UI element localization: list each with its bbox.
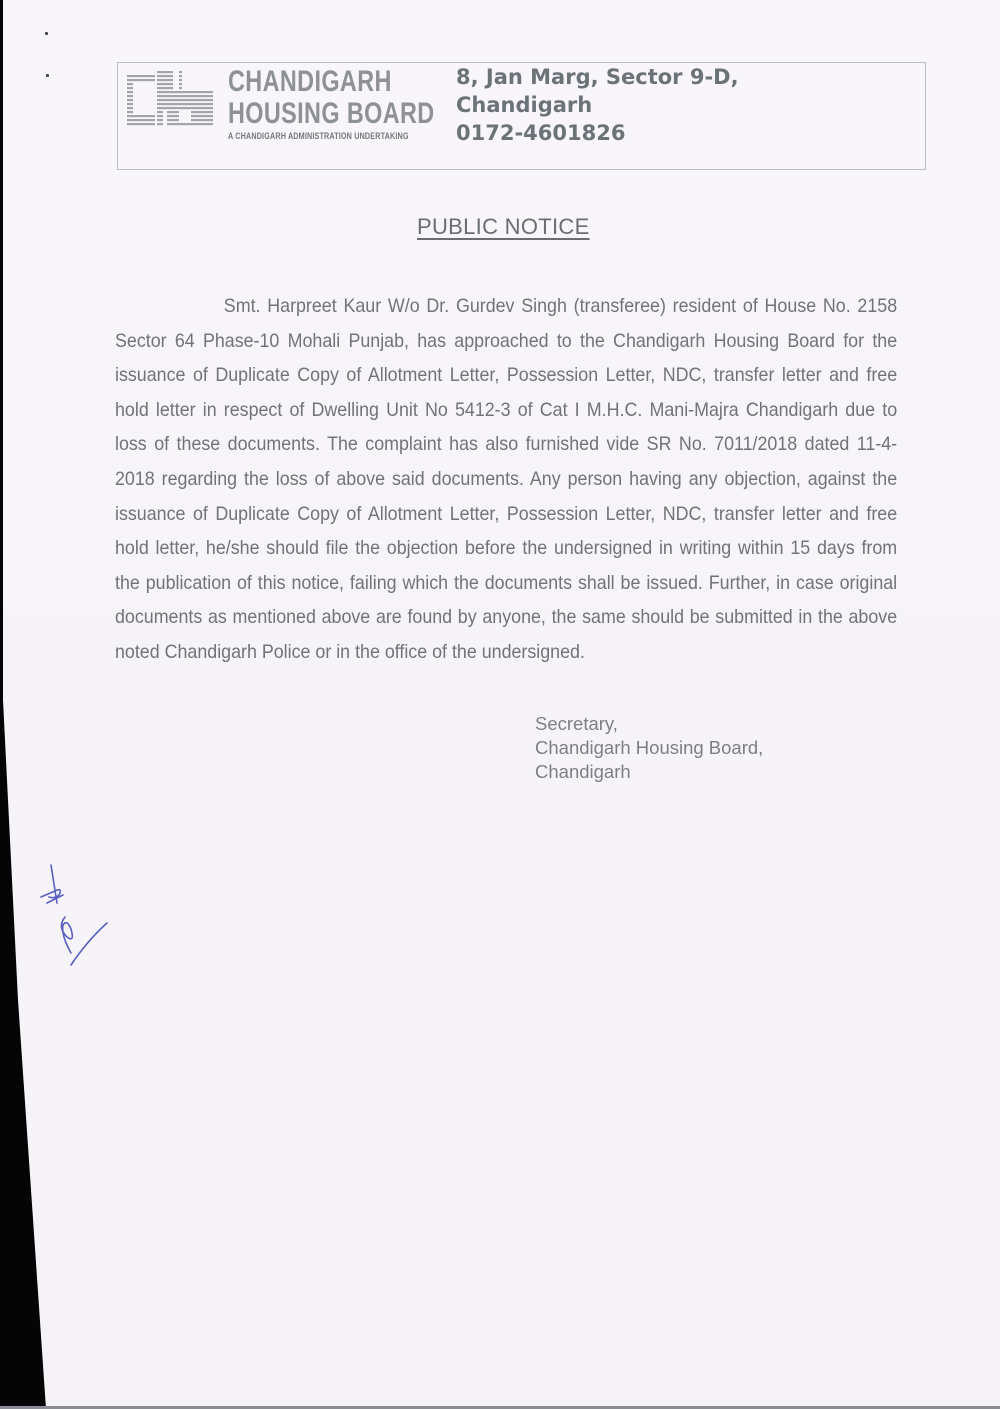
signatory-title: Secretary, [535,713,618,734]
signatory-city: Chandigarh [535,761,631,782]
scan-speck [46,74,49,77]
scan-speck [45,32,48,35]
letterhead [117,62,926,170]
address-line2: Chandigarh [456,93,593,117]
chb-logo-icon [127,71,219,129]
notice-paragraph: Smt. Harpreet Kaur W/o Dr. Gurdev Singh (transferee) resident of House No. 2158 Sector 64 Phase-10 Mohali Punjab, has approached to the Chandigarh Housing Board for the issuance of Duplicate Copy of Allotment Letter, Possession Letter, NDC, transfer letter and free hold letter in respect of Dwelling Unit No 5412-3 of Cat I M.H.C. Mani-Majra Chandigarh due to loss of these documents. The complaint has also furnished vide SR No. 7011/2018 dated 11-4-2018 regarding the loss of above said documents. Any person having any objection, against the issuance of Duplicate Copy of Allotment Letter, Possession Letter, NDC, transfer letter and free hold letter, he/she should file the objection before the undersigned in writing within 15 days from the publication of this notice, failing which the documents shall be issued. Further, in case original documents as mentioned above are found by anyone, the same should be submitted in the above noted Chandigarh Police or in the office of the undersigned. [115,296,898,663]
notice-title: PUBLIC NOTICE [417,214,590,239]
phone-number: 0172-4601826 [456,121,626,145]
org-address [456,63,739,147]
org-tagline: A CHANDIGARH ADMINISTRATION UNDERTAKING [228,131,409,141]
signature-block [535,712,763,784]
signatory-org: Chandigarh Housing Board, [535,737,764,758]
handwritten-initials-icon [35,855,125,975]
org-name-line2: HOUSING BOARD [228,97,435,130]
address-line1: 8, Jan Marg, Sector 9-D, [456,65,739,89]
notice-body [115,290,897,671]
org-name-line1: CHANDIGARH [228,65,392,98]
